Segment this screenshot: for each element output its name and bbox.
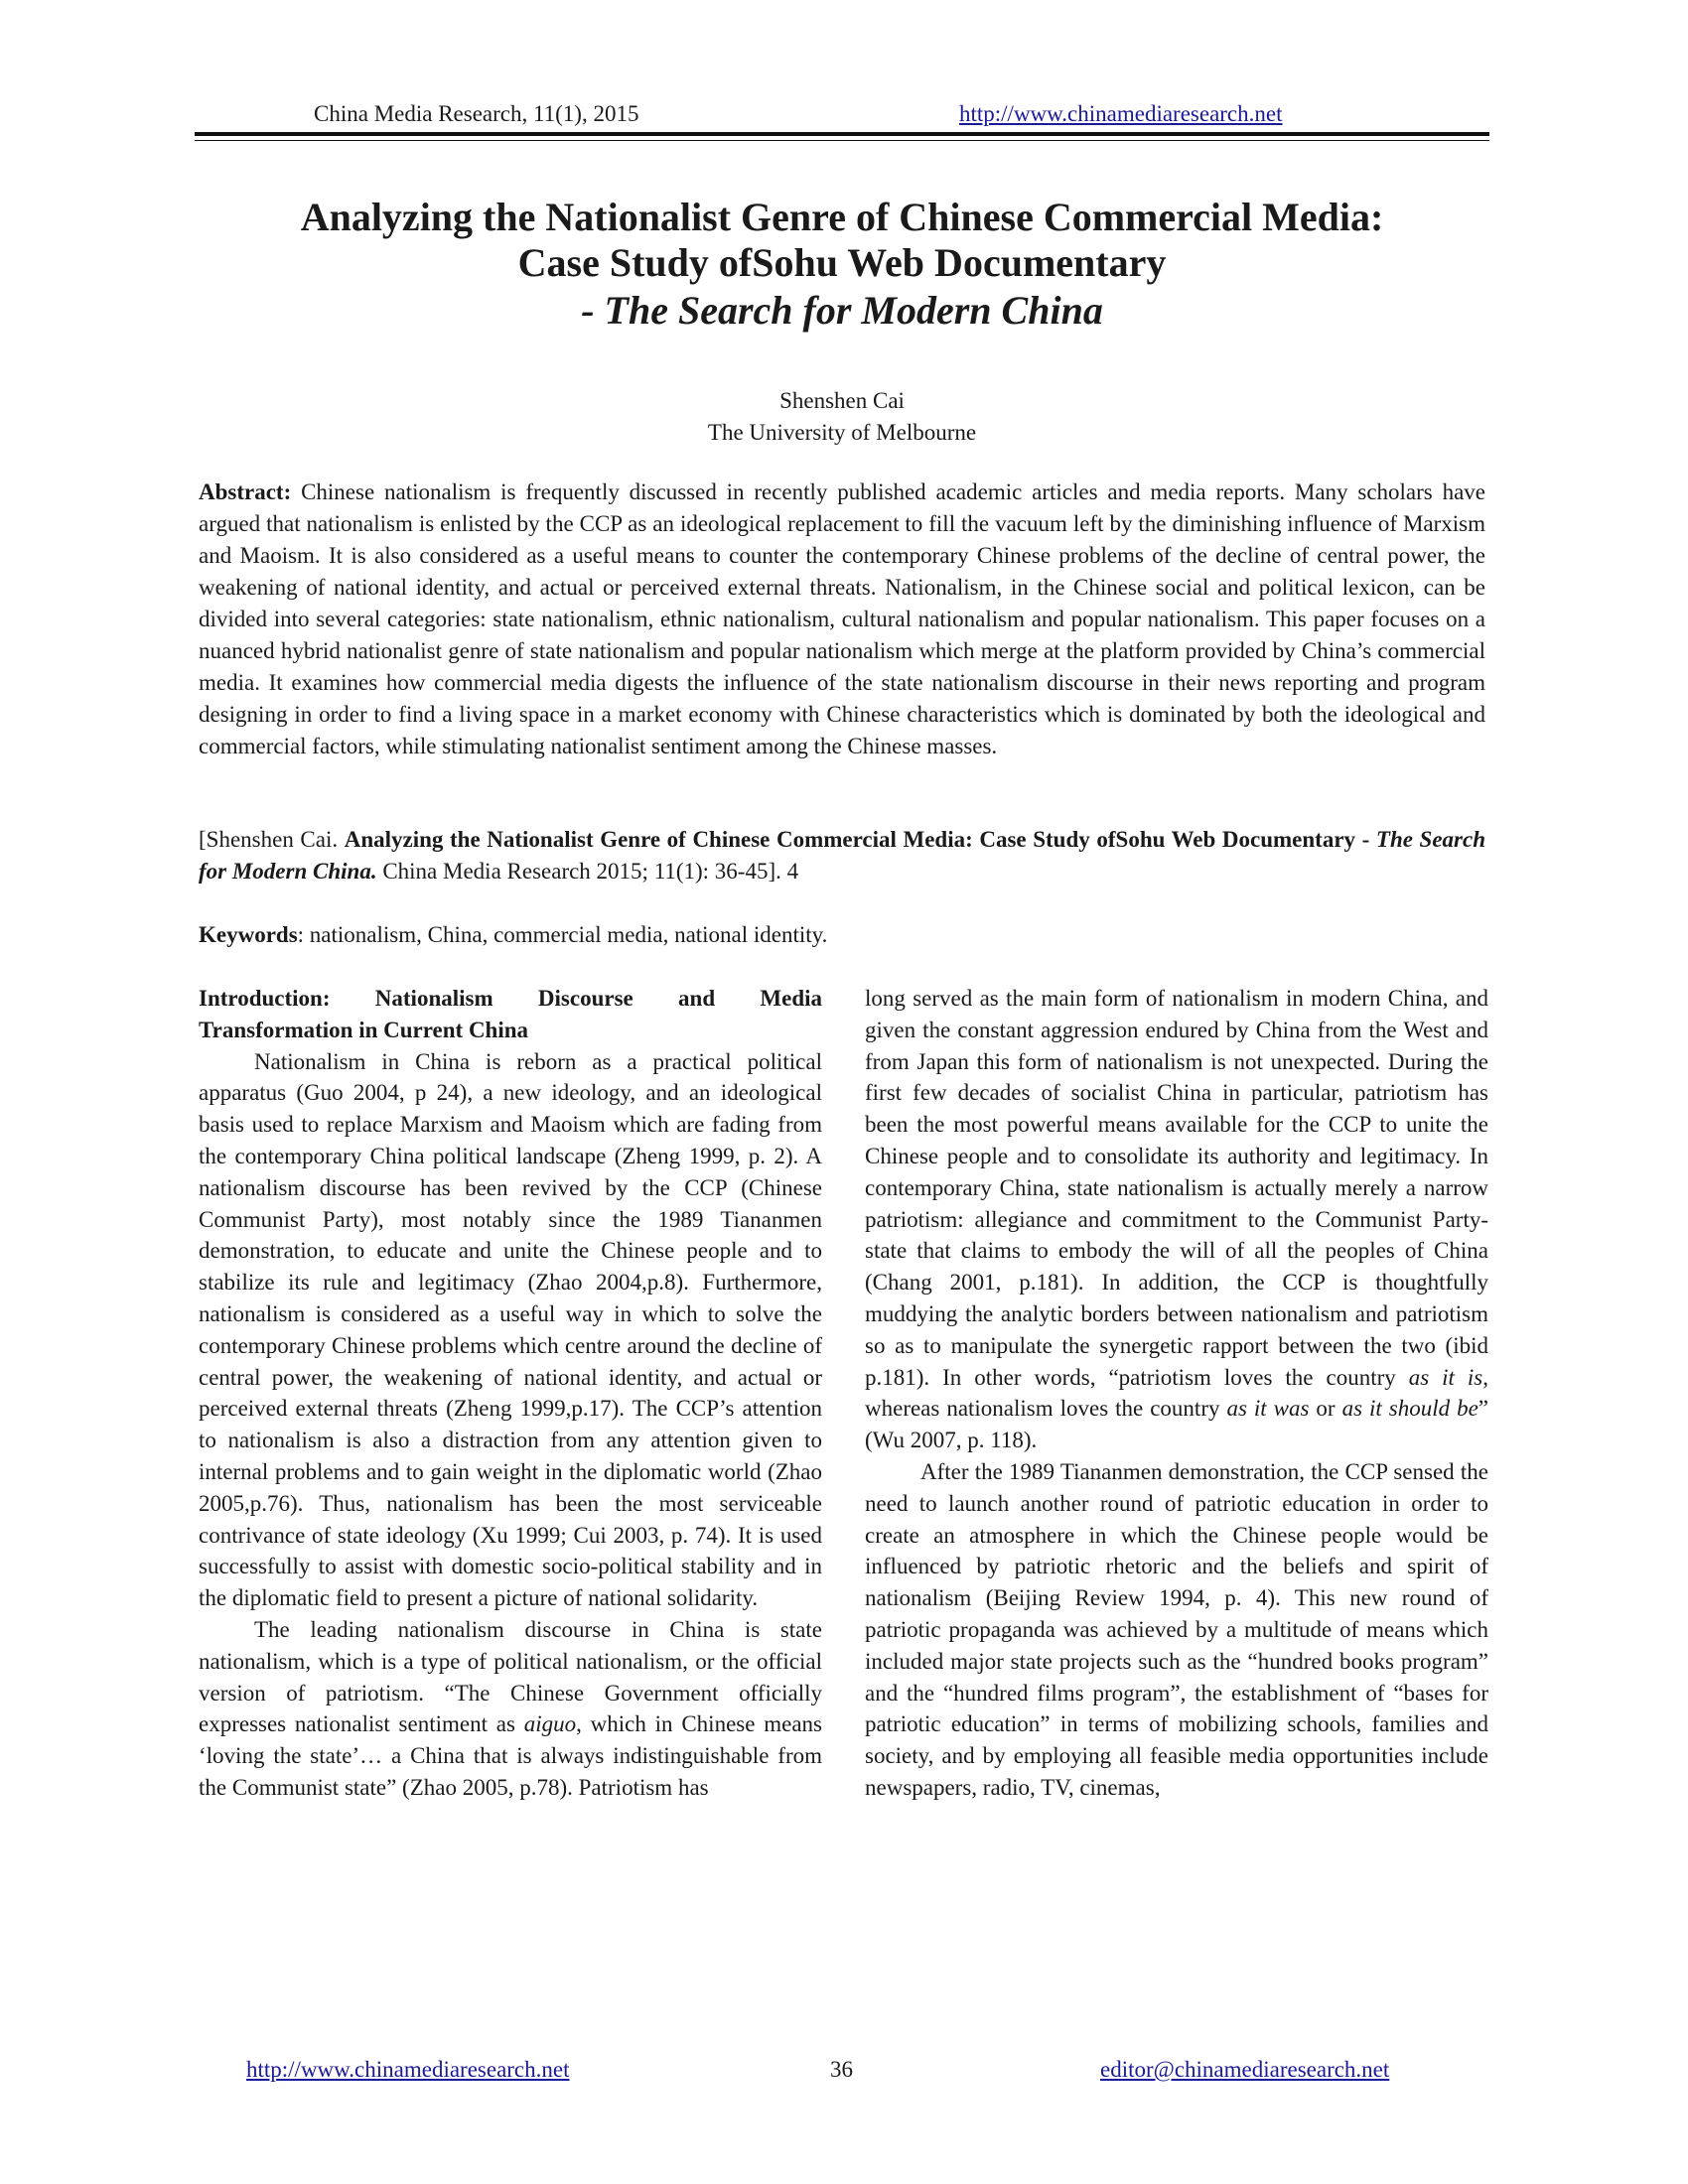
paragraph xyxy=(199,1614,822,1804)
paragraph: Nationalism in China is reborn as a practical political apparatus (Guo 2004, p 24), a new ideology, and an ideological basis used to replace Marxism and Maoism which are fading from the contemporary China political landscape (Zheng 1999, p. 2). A nationalism discourse has been revived by the CCP (Chinese Communist Party), most notably since the 1989 Tiananmen demonstration, to educate and unite the Chinese people and to stabilize its rule and legitimacy (Zhao 2004,p.8). Furthermore, nationalism is considered as a useful way in which to solve the contemporary Chinese problems which centre around the decline of central power, the weakening of national identity, and actual or perceived external threats (Zheng 1999,p.17). The CCP’s attention to nationalism is also a distraction from any attention given to internal problems and to gain weight in the diplomatic world (Zhao 2005,p.76). Thus, nationalism has been the most serviceable contrivance of state ideology (Xu 1999; Cui 2003, p. 74). It is used successfully to assist with domestic socio-political stability and in the diplomatic field to present a picture of national solidarity. xyxy=(199,1048,822,1611)
footer-url-link[interactable]: http://www.chinamediaresearch.net xyxy=(246,2057,570,2082)
title-line-1: Analyzing the Nationalist Genre of Chinese Commercial Media: xyxy=(300,195,1384,239)
header-rule-thick xyxy=(195,132,1489,136)
section-heading: Introduction: Nationalism Discourse and Media Transformation in Current China xyxy=(199,986,822,1042)
paragraph: After the 1989 Tiananmen demonstration, the CCP sensed the need to launch another round of patriotic education in order to create an atmosphere in which the Chinese people would be influenced by patriotic rhetoric and the beliefs and spirit of nationalism (Beijing Review 1994, p. 4). This new round of patriotic propaganda was achieved by a multitude of means which included major state projects such as the “hundred books program” and the “hundred films program”, the establishment of “bases for patriotic education” in terms of mobilizing schools, families and society, and by employing all feasible media opportunities include newspapers, radio, TV, cinemas, xyxy=(865,1458,1488,1800)
citation-bold-title: Analyzing the Nationalist Genre of Chinese Commercial Media: Case Study ofSohu Web Documentary - xyxy=(344,827,1376,852)
title-line-3: - The Search for Modern China xyxy=(581,288,1103,333)
abstract-label: Abstract: xyxy=(199,479,292,504)
running-header xyxy=(195,95,1489,125)
keywords xyxy=(199,919,1485,951)
abstract-text: Chinese nationalism is frequently discussed in recently published academic articles and media reports. Many scholars have argued that nationalism is enlisted by the CCP as an ideological replacement to fill the vacuum left by the diminishing influence of Marxism and Maoism. It is also considered as a useful means to counter the contemporary Chinese problems of the decline of central power, the weakening of national identity, and actual or perceived external threats. Nationalism, in the Chinese social and political lexicon, can be divided into several categories: state nationalism, ethnic nationalism, cultural nationalism and popular nationalism. This paper focuses on a nuanced hybrid nationalist genre of state nationalism and popular nationalism which merge at the platform provided by China’s commercial media. It examines how commercial media digests the influence of the state nationalism discourse in their news reporting and program designing in order to find a living space in a market economy with Chinese characteristics which is dominated by both the ideological and commercial factors, while stimulating nationalist sentiment among the Chinese masses. xyxy=(199,479,1485,758)
paragraph-text: or xyxy=(1309,1396,1342,1422)
author-block xyxy=(195,385,1489,449)
keywords-text: : nationalism, China, commercial media, national identity. xyxy=(297,922,828,947)
paragraph-italic: as it is xyxy=(1408,1364,1483,1390)
author-name: Shenshen Cai xyxy=(779,388,905,413)
abstract xyxy=(199,477,1485,762)
keywords-label: Keywords xyxy=(199,922,298,947)
paragraph-italic: as it should be xyxy=(1341,1396,1478,1422)
paragraph-italic: aiguo xyxy=(523,1711,577,1737)
paragraph xyxy=(865,983,1488,1456)
paragraph-text: , which in Chinese means ‘loving the state’… a China that is always indistinguishable from the Communist state” (Zhao 2005, p.78). Patriotism has xyxy=(199,1711,822,1800)
page-footer xyxy=(195,2057,1489,2091)
citation-italic-title: The Search for Modern China. xyxy=(199,827,1486,884)
citation xyxy=(199,824,1485,887)
paragraph-text: ” (Wu 2007, p. 118). xyxy=(865,1396,1488,1453)
paragraph-italic: as it was xyxy=(1226,1396,1310,1422)
footer-email-link[interactable]: editor@chinamediaresearch.net xyxy=(1100,2057,1390,2082)
paragraph-text: , whereas nationalism loves the country xyxy=(865,1364,1488,1422)
paragraph-text: long served as the main form of nationalism in modern China, and given the constant aggression endured by China from the West and from Japan this form of nationalism is not unexpected. During the first few decades of socialist China in particular, patriotism has been the most powerful means available for the CCP to unite the Chinese people and to consolidate its authority and legitimacy. In contemporary China, state nationalism is actually merely a narrow patriotism: allegiance and commitment to the Communist Party-state that claims to embody the will of all the peoples of China (Chang 2001, p.181). In addition, the CCP is thoughtfully muddying the analytic borders between nationalism and patriotism so as to manipulate the synergetic rapport between the two (ibid p.181). In other words, “patriotism loves the country xyxy=(865,986,1488,1390)
paper-title xyxy=(195,195,1489,336)
page-number: 36 xyxy=(830,2057,853,2082)
title-line-2: Case Study ofSohu Web Documentary xyxy=(517,240,1167,285)
author-affiliation: The University of Melbourne xyxy=(707,420,977,445)
citation-prefix: [Shenshen Cai. xyxy=(199,827,345,852)
citation-suffix: China Media Research 2015; 11(1): 36-45]. 4 xyxy=(376,859,799,884)
journal-url-link[interactable]: http://www.chinamediaresearch.net xyxy=(959,101,1283,126)
header-rule-thin xyxy=(195,140,1489,141)
body-column-right xyxy=(865,983,1488,1804)
journal-citation: China Media Research, 11(1), 2015 xyxy=(314,101,639,126)
paragraph-text: The leading nationalism discourse in China is state nationalism, which is a type of political nationalism, or the official version of patriotism. “The Chinese Government officially expresses nationalist sentiment as xyxy=(199,1616,822,1737)
body-column-left xyxy=(199,983,822,1804)
